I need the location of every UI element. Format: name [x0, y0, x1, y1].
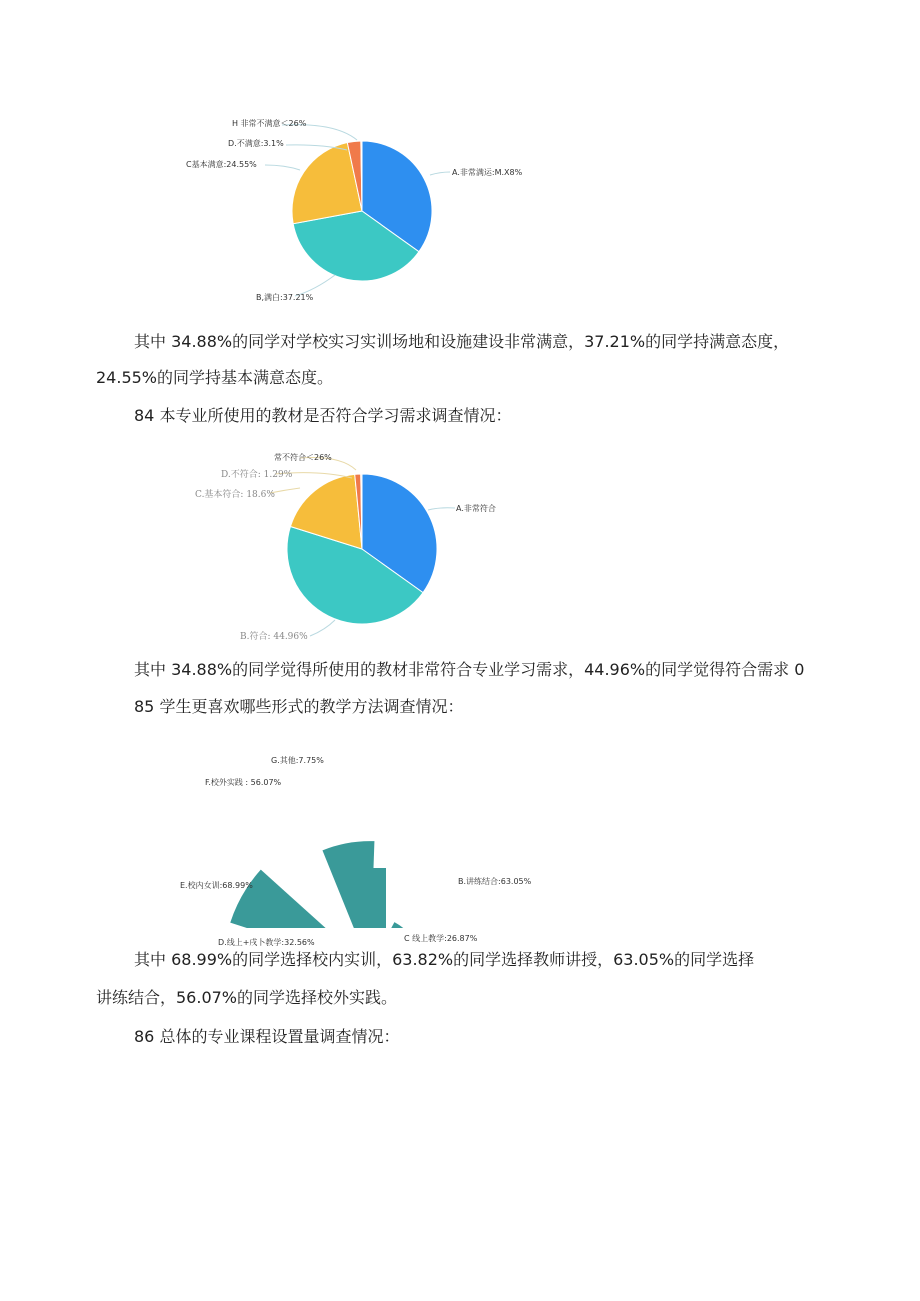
- slice-label: D.不符合: 1.29%: [221, 470, 293, 480]
- slice-label: C.基本符合: 18.6%: [195, 490, 275, 500]
- bar-label: B.讲练结合:63.05%: [458, 877, 532, 886]
- slice-label: C基本满意:24.55%: [186, 160, 257, 169]
- paragraph: 讲练结合，56.07%的同学选择校外实践。: [96, 988, 398, 1007]
- paragraph: 其中 68.99%的同学选择校内实训，63.82%的同学选择教师讲授，63.05%的同学选择: [134, 950, 755, 969]
- bar-label: F.校外实践 : 56.07%: [205, 778, 282, 787]
- bar-label: G.其他:7.75%: [271, 756, 324, 765]
- bar-label: C 线上教学:26.87%: [404, 934, 478, 943]
- slice-label: A.非常满运:M.X8%: [452, 168, 523, 177]
- slice-label: H 非常不满意＜26%: [232, 119, 307, 128]
- bar-label: D.线上+戌卜教学:32.56%: [218, 938, 315, 947]
- paragraph: 24.55%的同学持基本满意态度。: [96, 368, 334, 387]
- paragraph: 其中 34.88%的同学对学校实习实训场地和设施建设非常满意，37.21%的同学持满意态度，: [134, 332, 790, 351]
- slice-label: A.非常符合: [456, 504, 496, 513]
- slice-label: D.不满意:3.1%: [228, 139, 284, 148]
- polar-bar-center: [354, 868, 386, 928]
- section-heading: 86 总体的专业课程设置量调查情况：: [134, 1027, 400, 1046]
- section-heading: 84 本专业所使用的教材是否符合学习需求调查情况：: [134, 406, 512, 425]
- bar-label: E.校内女训:68.99%: [180, 881, 253, 890]
- paragraph: 其中 34.88%的同学觉得所使用的教材非常符合专业学习需求，44.96%的同学觉得符合需求 0: [134, 660, 805, 679]
- slice-label: 常不符合＜26%: [274, 453, 332, 462]
- slice-label: B.符合: 44.96%: [240, 632, 308, 642]
- section-heading: 85 学生更喜欢哪些形式的教学方法调查情况：: [134, 697, 464, 716]
- slice-label: B,满白:37.21%: [256, 293, 314, 302]
